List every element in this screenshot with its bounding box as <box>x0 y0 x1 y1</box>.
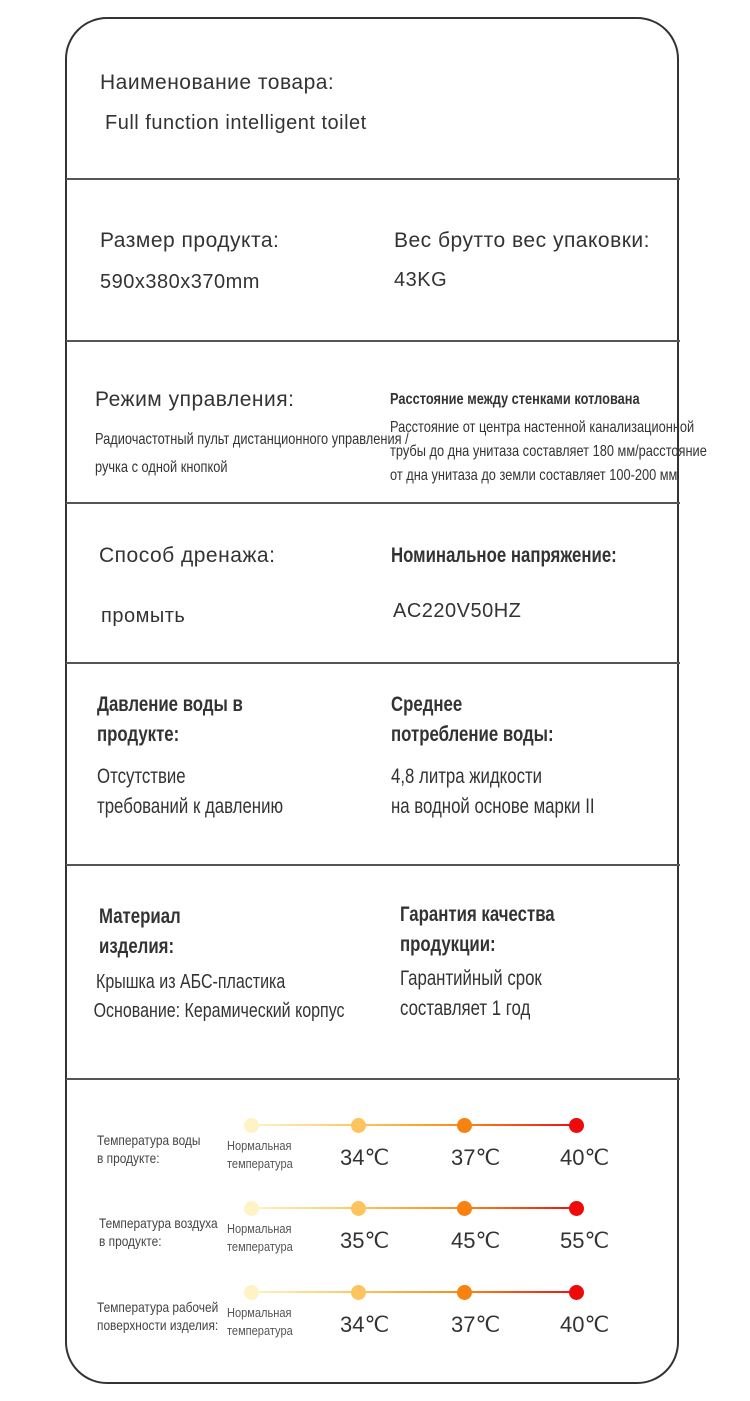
normal-temp-label: Нормальная температура <box>227 1221 293 1254</box>
temp-value: 40℃ <box>560 1145 610 1170</box>
temp-dot <box>351 1285 366 1300</box>
temp-scale-line <box>251 1291 577 1293</box>
divider <box>66 178 680 180</box>
drain-value: промыть <box>101 605 186 627</box>
temp-value: 55℃ <box>560 1228 610 1253</box>
divider <box>66 864 680 866</box>
drain-label: Способ дренажа: <box>99 544 276 567</box>
temp-dot <box>244 1285 259 1300</box>
temp-scale-line <box>251 1124 577 1126</box>
temp-dot <box>457 1201 472 1216</box>
distance-value: Расстояние от центра настенной канализационной трубы до дна унитаза составляет 180 мм/расстояние от дна унитаза до земли составляет 100-200 мм <box>390 419 707 484</box>
normal-temp-label: Нормальная температура <box>227 1138 293 1171</box>
temp-value: 45℃ <box>451 1228 501 1253</box>
control-label: Режим управления: <box>95 388 295 411</box>
temp-value: 34℃ <box>340 1312 390 1337</box>
temp-row-label: Температура воды в продукте: <box>97 1132 201 1166</box>
temp-row-label: Температура рабочей поверхности изделия: <box>97 1299 219 1333</box>
divider <box>66 662 680 664</box>
warranty-label: Гарантия качества продукции: <box>400 903 555 956</box>
divider <box>66 502 680 504</box>
weight-value: 43KG <box>394 269 448 291</box>
temp-value: 37℃ <box>451 1312 501 1337</box>
normal-temp-label: Нормальная температура <box>227 1305 293 1338</box>
material-label: Материал изделия: <box>99 905 181 958</box>
product-name-label: Наименование товара: <box>100 71 335 94</box>
warranty-value: Гарантийный срок составляет 1 год <box>400 967 542 1020</box>
temp-value: 37℃ <box>451 1145 501 1170</box>
pressure-value: Отсутствие требований к давлению <box>97 765 284 818</box>
divider <box>66 340 680 342</box>
control-value: Радиочастотный пульт дистанционного управления / ручка с одной кнопкой <box>95 431 409 476</box>
temp-dot <box>351 1201 366 1216</box>
material-value: Крышка из АБС-пластика Основание: Керамический корпус <box>93 971 345 1022</box>
size-label: Размер продукта: <box>100 229 280 252</box>
size-value: 590x380x370mm <box>100 271 260 293</box>
distance-label: Расстояние между стенками котлована <box>390 391 640 408</box>
temp-row-label: Температура воздуха в продукте: <box>99 1215 218 1249</box>
temp-value: 40℃ <box>560 1312 610 1337</box>
temp-value: 34℃ <box>340 1145 390 1170</box>
divider <box>66 1078 680 1080</box>
temp-scale-line <box>251 1207 577 1209</box>
voltage-label: Номинальное напряжение: <box>391 544 617 567</box>
consumption-label: Среднее потребление воды: <box>391 693 554 746</box>
temp-value: 35℃ <box>340 1228 390 1253</box>
pressure-label: Давление воды в продукте: <box>97 693 243 746</box>
voltage-value: AC220V50HZ <box>393 600 522 622</box>
temp-dot <box>244 1118 259 1133</box>
weight-label: Вес брутто вес упаковки: <box>394 229 651 252</box>
temp-dot <box>569 1285 584 1300</box>
temp-dot <box>569 1118 584 1133</box>
product-name-value: Full function intelligent toilet <box>105 112 367 134</box>
consumption-value: 4,8 литра жидкости на водной основе марки II <box>391 765 595 818</box>
temp-dot <box>244 1201 259 1216</box>
temp-dot <box>457 1285 472 1300</box>
temp-dot <box>457 1118 472 1133</box>
temp-dot <box>569 1201 584 1216</box>
temp-dot <box>351 1118 366 1133</box>
